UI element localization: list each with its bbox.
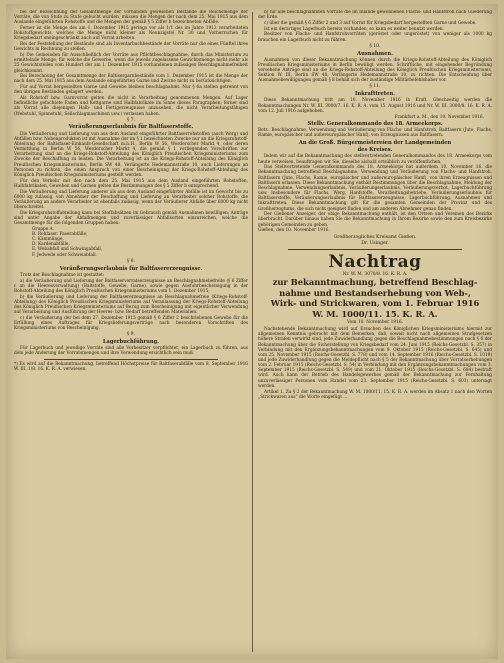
announcement-title-line: zur Bekanntmachung, betreffend Beschlag-	[272, 277, 478, 288]
paragraph: Nachstehende Bekanntmachung wird auf Ersuchen des Königlichen Kriegsministeriums hiermit zur allgemeinen Kenntnis gebracht mit dem Bemerken, daß, soweit nicht nach allgemeinen Strafgesetzen höhere Strafen verwirkt sind, jede Zuwiderhandlung gegen die Beschlagnahmebestimmungen nach § 6 der Bekanntmachung über die Sicherstellung von Kriegsbedarf vom 24. Juni 1915 (Reichs-Gesetzbl. S. 357) in Verbindung mit den Ergänzungsbekanntmachungen vom 9. Oktober 1915 (Reichs-Gesetzbl. S. 645) und vom 25. November 1915 (Reichs-Gesetzbl. S. 778) und vom 14. September 1916 (Reichs-Gesetzbl. S. 1019) und jede Zuwiderhandlung gegen die Meldepflicht nach § 5 der Bekanntmachung über Vorratserhebungen vom 2. Februar 1915 (Reichs-Gesetzbl. S. 54) in Verbindung mit den Ergänzungsbekanntmachungen vom 3. September 1915 (Reichs-Gesetzbl. S. 549) und vom 21. Oktober 1915 (Reichs-Gesetzbl. S. 684) bestraft wird. Auch kann der Betrieb des Handelsgewerbes gemäß der Bekanntmachung zur Fernhaltung unzuverlässiger Personen vom Handel vom 23. September 1915 (Reichs-Gesetzbl. S. 603) untersagt werden.	[258, 327, 492, 389]
footnote: *) Es wird auf die Bekanntmachung, betreffend Höchstpreise für Baltfaserabfälle vom 8. September 1916 W. III. 1/8. 16. K. R. A. verwiesen.	[14, 361, 248, 372]
paragraph: Die Kriegsrohstoffabteilung kann bei Stoffabsätzen im Gebrauch gemäß Ausnahmen bewilligen; Anträge sind unter Angabe der Abfallmengen und zuverlässiger Abfallsorten einzureichen, welche die Gesamtmenge für die folgenden Gruppen haben:	[14, 210, 248, 227]
section-number: § 7.	[126, 117, 136, 123]
section-heading: Lagerbuchführung.	[102, 339, 160, 346]
list-item: E. Webabfall und Schwingabfall,	[32, 247, 103, 253]
section-number: § 8.	[126, 258, 136, 264]
address-subheading: des Kreises.	[357, 147, 393, 154]
list-item: F. Jedwede oder Schweiabfall.	[32, 252, 97, 258]
paragraph: bei der Bezeichnung der Gesamtmenge der vorhanden gewesenen Bestände die Reichsmenge der Vorräte, die von Stufe zu Stufe gebucht wurden, müssen die Mengen der nach dem 25. Mai 1915 aus dem Auslande eingeführten Rohstoffe und die Mengen der gemäß § 5 Ziffer b bezeichneten Abfälle.	[14, 10, 248, 26]
section-heading: Veräußerungserlaubnis für Baltfaserstoffe.	[68, 124, 194, 131]
place-date: Frankfurt a. M., den 10. November 1916.	[394, 114, 484, 120]
right-column	[258, 10, 492, 655]
list-item: D. Kardenabfälle,	[32, 242, 70, 248]
announcement-title-line: W. M. 1000/11. 15. K. R. A.	[312, 308, 438, 319]
place-date: Gießen, den 10. November 1916.	[258, 228, 330, 234]
nachtrag-reference: Nr. W. M. 3070/8. 16. K. R. A.	[342, 271, 408, 277]
paragraph: Artikel 1. Zu § 2 der Bekanntmachung W. M. 1000/11. 15. K. R. A. werden im Absatz 1 nach den Worten „Strickwaren aus“ die Worte eingefügt ...	[258, 389, 492, 400]
announcement-date: Vom 10. November 1916.	[346, 320, 404, 326]
section-number: § 9.	[126, 332, 136, 338]
group-list	[14, 227, 248, 258]
paragraph: Diese Bekanntmachung tritt am 10. November 1916 in Kraft. Gleichzeitig werden die Bekanntmachungen Nr. W. III. 3000/7. 16. K. R. A. vom 15. August 1916 und Nr. W. III. 3000/8. 16. K. R. A. vom 12. Juli 1916 aufgehoben.	[258, 98, 492, 114]
paragraph: c) über die gemäß § 6 Ziffer 2 und 3 auf Vorrat für Kriegsbedarf hergestellten Garne und Gewebe.	[264, 20, 477, 26]
paragraph: Der Gießener Anzeiger, der obige Bekanntmachung enthält, ist den Ortsen und Vereinen des Bezirks überbracht. Darüber hinaus haben Sie die Bekanntmachung in Ihrem Bezirke sowie den zum Kreisbezirke gehörigen Gemeinden zu geben.	[258, 212, 492, 228]
list-item: C. Kämmlinge,	[32, 237, 64, 243]
paragraph: c) die Veräußerung der bei dem 27. Dezember 1915 gemäß § 6 Ziffer 2 beschriebenen Gewebe für die Erfüllung eines Auftrages für Kriegslieferungsverträge nach besonderen Vorschriften des Kriegsministeriums von Bescheinigung.	[14, 315, 248, 332]
address-heading: An die Groß. Bürgermeistereien der Landgemeinden	[298, 139, 452, 146]
paragraph: b) Die Gemeinden für Ausschließlich der Vorräte aus Pflichtbeschlagnahme, durch das Ministerium zu ermittelnde Menge, für welche die Gewerbe, wenn die jeweils zugelassene Gewichtsmenge nicht mehr als 25 Gewichtsteilen vom Hundert der am 1. Dezember 1915 vorhandenen zulässigen Beschlagnahmefreiheit gleichkommt.	[14, 53, 248, 74]
paragraph: Für den Verkehr mit den nach dem 25. Mai 1915 aus dem Ausland eingeführten Rohstoffen, Halbfabrikaten, Geweben und Garnen gelten die Bestimmungen des § 5 Ziffer b entsprechend.	[14, 178, 248, 189]
paragraph: Die Veräußerung und Lieferung anderer als aus dem Ausland eingeführter Abfälle ist im Gewicht bis zu 6000 kg zulässig, von Abnehmer der Beschaffung und Lieferung an Verarbeiter solcher Rohstoffe, die Veräußerung an andere Verarbeiter ist ebenfalls zulässig, wenn der Veräußerer Abfälle über 6000 kg nicht überschreitet.	[14, 189, 248, 211]
paragraph: Die Veräußerung und Lieferung von aus dem Ausland eingeführter Baltfaserrohstoffen (auch Werg) und Abfällen bzw. Nebenprodukten ist mit Ausnahme der im § 1 bezeichneten Zwecke nur an die Kriegsrohstoff-Abteilung der Baltisfaser-Einkaufs-Gesellschaft m.b.H., Berlin W 56, Werderscher Markt 4, oder deren Vermittlung in Berlin W 56, Werderscher Markt 4, die gemäß § 1 vorliegenden Vorschriften zur Verarbeitung sind an die Kriegs-Rohstoff-Abteilung des Königlich Preußischen Kriegsministeriums zum Zwecke der Beschaffung zu leisten. Die Verarbeitung ist an die Kriegs-Rohstoff-Abteilung des Königlich Preußischen Kriegsministeriums, Berlin SW 48, Verlängerte Hedemannstraße 10, auch Lieferungen an Personen zu richten, die einen Anspruch von einer Bescheinigung der Kriegs-Rohstoff-Abteilung des Königlich Preußischen Kriegsministeriums gestellt werden.	[14, 131, 248, 178]
paragraph: Bei der Feststellung der Bestände sind als Inventarbuchbestände der Vorräte nur die eines Fünftel ihres Gewichts in Rechnung zu stellen.	[14, 42, 248, 53]
signatory: Dr. Usinger.	[361, 241, 389, 247]
paragraph: Bei Berechnung der Gesamtmenge der Baltisergarnbestände vom 1. Dezember 1915 ist die Menge der nach dem 25. Mai 1915 aus dem Auslande eingeführten Garne und Zwirne nicht zu berücksichtigen.	[14, 74, 248, 85]
section-heading: Ausnahmen.	[357, 50, 393, 57]
subject-line: Betr.: Beschlagnahme, Verwendung und Veräußerung von Flachs- und Hanfstroh, Baltfasern (Jute, Flachs, Ramie, europäischer und außereuropäischer Hanf), von Erzeugnissen aus Baltfasern.	[258, 128, 492, 139]
paragraph: b) für alle beschlagnahmten Vorräte die im Inlande gewonnenen Flachs- und Hanfstroh nach Gliederung der Erde.	[258, 10, 492, 21]
paragraph: Das Stellvertretende Generalkommando des 18. Armeekorps hat außerdem 10. November 16. die Bekanntmachung betreffend Beschlagnahme, Verwendung und Veräußerung von Flachs- und Hanfstroh, Baltfasern (Jute, Flachs, Ramie, europäischer und außereuropäischer Hanf), von ihren Erzeugnissen und Baltfasern erlassen. Diese Bekanntmachung enthält Bestimmungen über die Beschlagnahme, Meldung der Beschlagnahme, Verwendungserlaubnis, Veräußerungserlaubnis, Veräußerungsverbot, Lagerbuchführung usw. Insbesondere für Flachs, Werg, Hanfstoffe, Verarbeitungsbetriebe, Veräußerungserlaubnis für Baltfaserstoffe, Veräußerungserlaubnis für Baltfasererzeugnisse, Lagerbuchführung, Ausnahmen und Inkrafttreten. Diese Bekanntmachung gilt für die gesamten Gemeinden der Provinz und des Großherzogtums, die sich nicht geeignet finden und am anderen Abnehmer genau finden.	[258, 165, 492, 212]
section-heading: Inkrafttreten.	[355, 91, 395, 98]
section-rule	[288, 249, 462, 250]
section-heading: Veräußerungserlaubnis für Baltfasererzeugnisse.	[59, 265, 203, 272]
paragraph: Besitzer von Flachs- und Hanfstrohvorräten (geröstet oder ungeröstet) von weniger als 1000 kg brauchen ein Lagerbuch nicht zu führen.	[258, 32, 492, 43]
authority-heading: Stellv. Generalkommando des 18. Armeekorps.	[307, 120, 443, 127]
section-number: § 11.	[369, 84, 381, 90]
newspaper-page	[6, 4, 498, 659]
list-item: B. Rohfaser. Faserabfälle,	[32, 232, 88, 238]
paragraph: Indem wir auf die Bekanntmachung des stellvertretenden Generalkommandos des 18. Armeekorps vom heute verweisen, beauftragen wir Sie, dieselbe alsbald ortsüblich zu veröffentlichen.	[258, 154, 492, 165]
paragraph: Für Lagerbuch und jeweilige Vorräte sind alle Vorbesitzer verpflichtet, ein Lagerbuch zu führen, aus dem jede Änderung der Vorratsmengen und ihre Verwendung ersichtlich sein muß.	[14, 346, 248, 357]
paragraph: Als Rohstoff bzw. Garnvorrat gelten die nicht in Verarbeitung genommenen Mengen. Auf Lager befindliche gefachtete Faden und Kettgarne sind Halbfabrikate im Sinne dieses Paragraphen; ferner sind als Vorrat alle diejenigen Halb- und Fertigerzeugnisse anzusehen, die nicht Verarbeitungsfähigen (Webstuhl, Spinnstuhl, Seilschlagmaschinen usw.) verlassen haben.	[14, 96, 248, 117]
section-number: § 10.	[369, 43, 381, 49]
nachtrag-title: Nachtrag	[328, 251, 422, 272]
paragraph: a) die Veräußerung und Lieferung der Baltfaservorratserzeugnisse an Beschlagnahmebefreite (§ 6 Ziffer c an die Heeresverwaltung) (Baltstoffe, Gewebe, Garne), sowie gegen Ausfuhrbescheinigung in der Rohstoff-Abteilung des Königlich Preußischen Kriegsministeriums vom 1. Dezember 1915;	[14, 278, 248, 294]
paragraph: Ausnahmen von dieser Bekanntmachung können durch die Kriegs-Rohstoff-Abteilung des Königlich Preußischen Kriegsministeriums in Berlin bewilligt werden. Schriftliche, mit eingehender Begründung versehene Anträge sind an die Kriegs-Rohstoff-Abteilung des Königlich Preußischen Kriegsministeriums, Sektion W. III, Berlin SW 48, Verlängerte Hedemannstraße 10, zu richten. Die Entscheidung über Ausnahmebewilligungen gemäß § 8 behält sich der zuständige Militärbefehlshaber vor.	[258, 57, 492, 84]
group-label: Gruppe A.	[32, 226, 54, 232]
footnote-rule	[44, 359, 218, 360]
paragraph: Ferner ist die Menge des am 1. Dezember 1915 gerings vor als 1/1 des im Jahre 1913 verarbeiteten Rohstoffgewichts, welches die Menge nicht kleiner als Neunzigstel Nr. 30 und Vorherrschen für Kriegsbedarf uneingeschränkt auch auf Vorrat arbeiten.	[14, 26, 248, 42]
office-name: Großherzogliches Kreisamt Gießen.	[333, 234, 417, 240]
announcement-title-line: nahme und Bestandserhebung von Web-,	[279, 287, 471, 298]
paragraph: Ist ein derartiges Lagerbuch bereits vorhanden, so kann es weiter benutzt werden.	[264, 26, 444, 32]
left-column	[14, 10, 248, 655]
paragraph: Für auf Vorrat hergestellten Garne und Gewebe bleiben beschlagnahmt. Nur § 6a stellen getrennt von den übrigen Beständen gelagert werden.	[14, 85, 248, 96]
paragraph: Trotz der Beschlagnahme ist gestattet:	[20, 272, 105, 278]
announcement-title-line: Wirk- und Strickwaren, vom 1. Februar 1916	[270, 298, 480, 309]
column-divider	[252, 12, 253, 652]
paragraph: b) die Veräußerung und Lieferung der Baltfasererzeugnisse an Beschlagnahmefreie (Kriegs-Rohstoff-Abteilung) des Königlich Preußischen Kriegsministeriums auf Veranlassung der Kriegs-Rohstoff-Abteilung des Königlich Preußischen Kriegsministeriums auf Bezug zum Bescheinigung mit eigentlicher Verwendung auf Verarbeitung und Ausführung der Heeres- bzw. Bedarf betreffenden Materialien.	[14, 294, 248, 316]
